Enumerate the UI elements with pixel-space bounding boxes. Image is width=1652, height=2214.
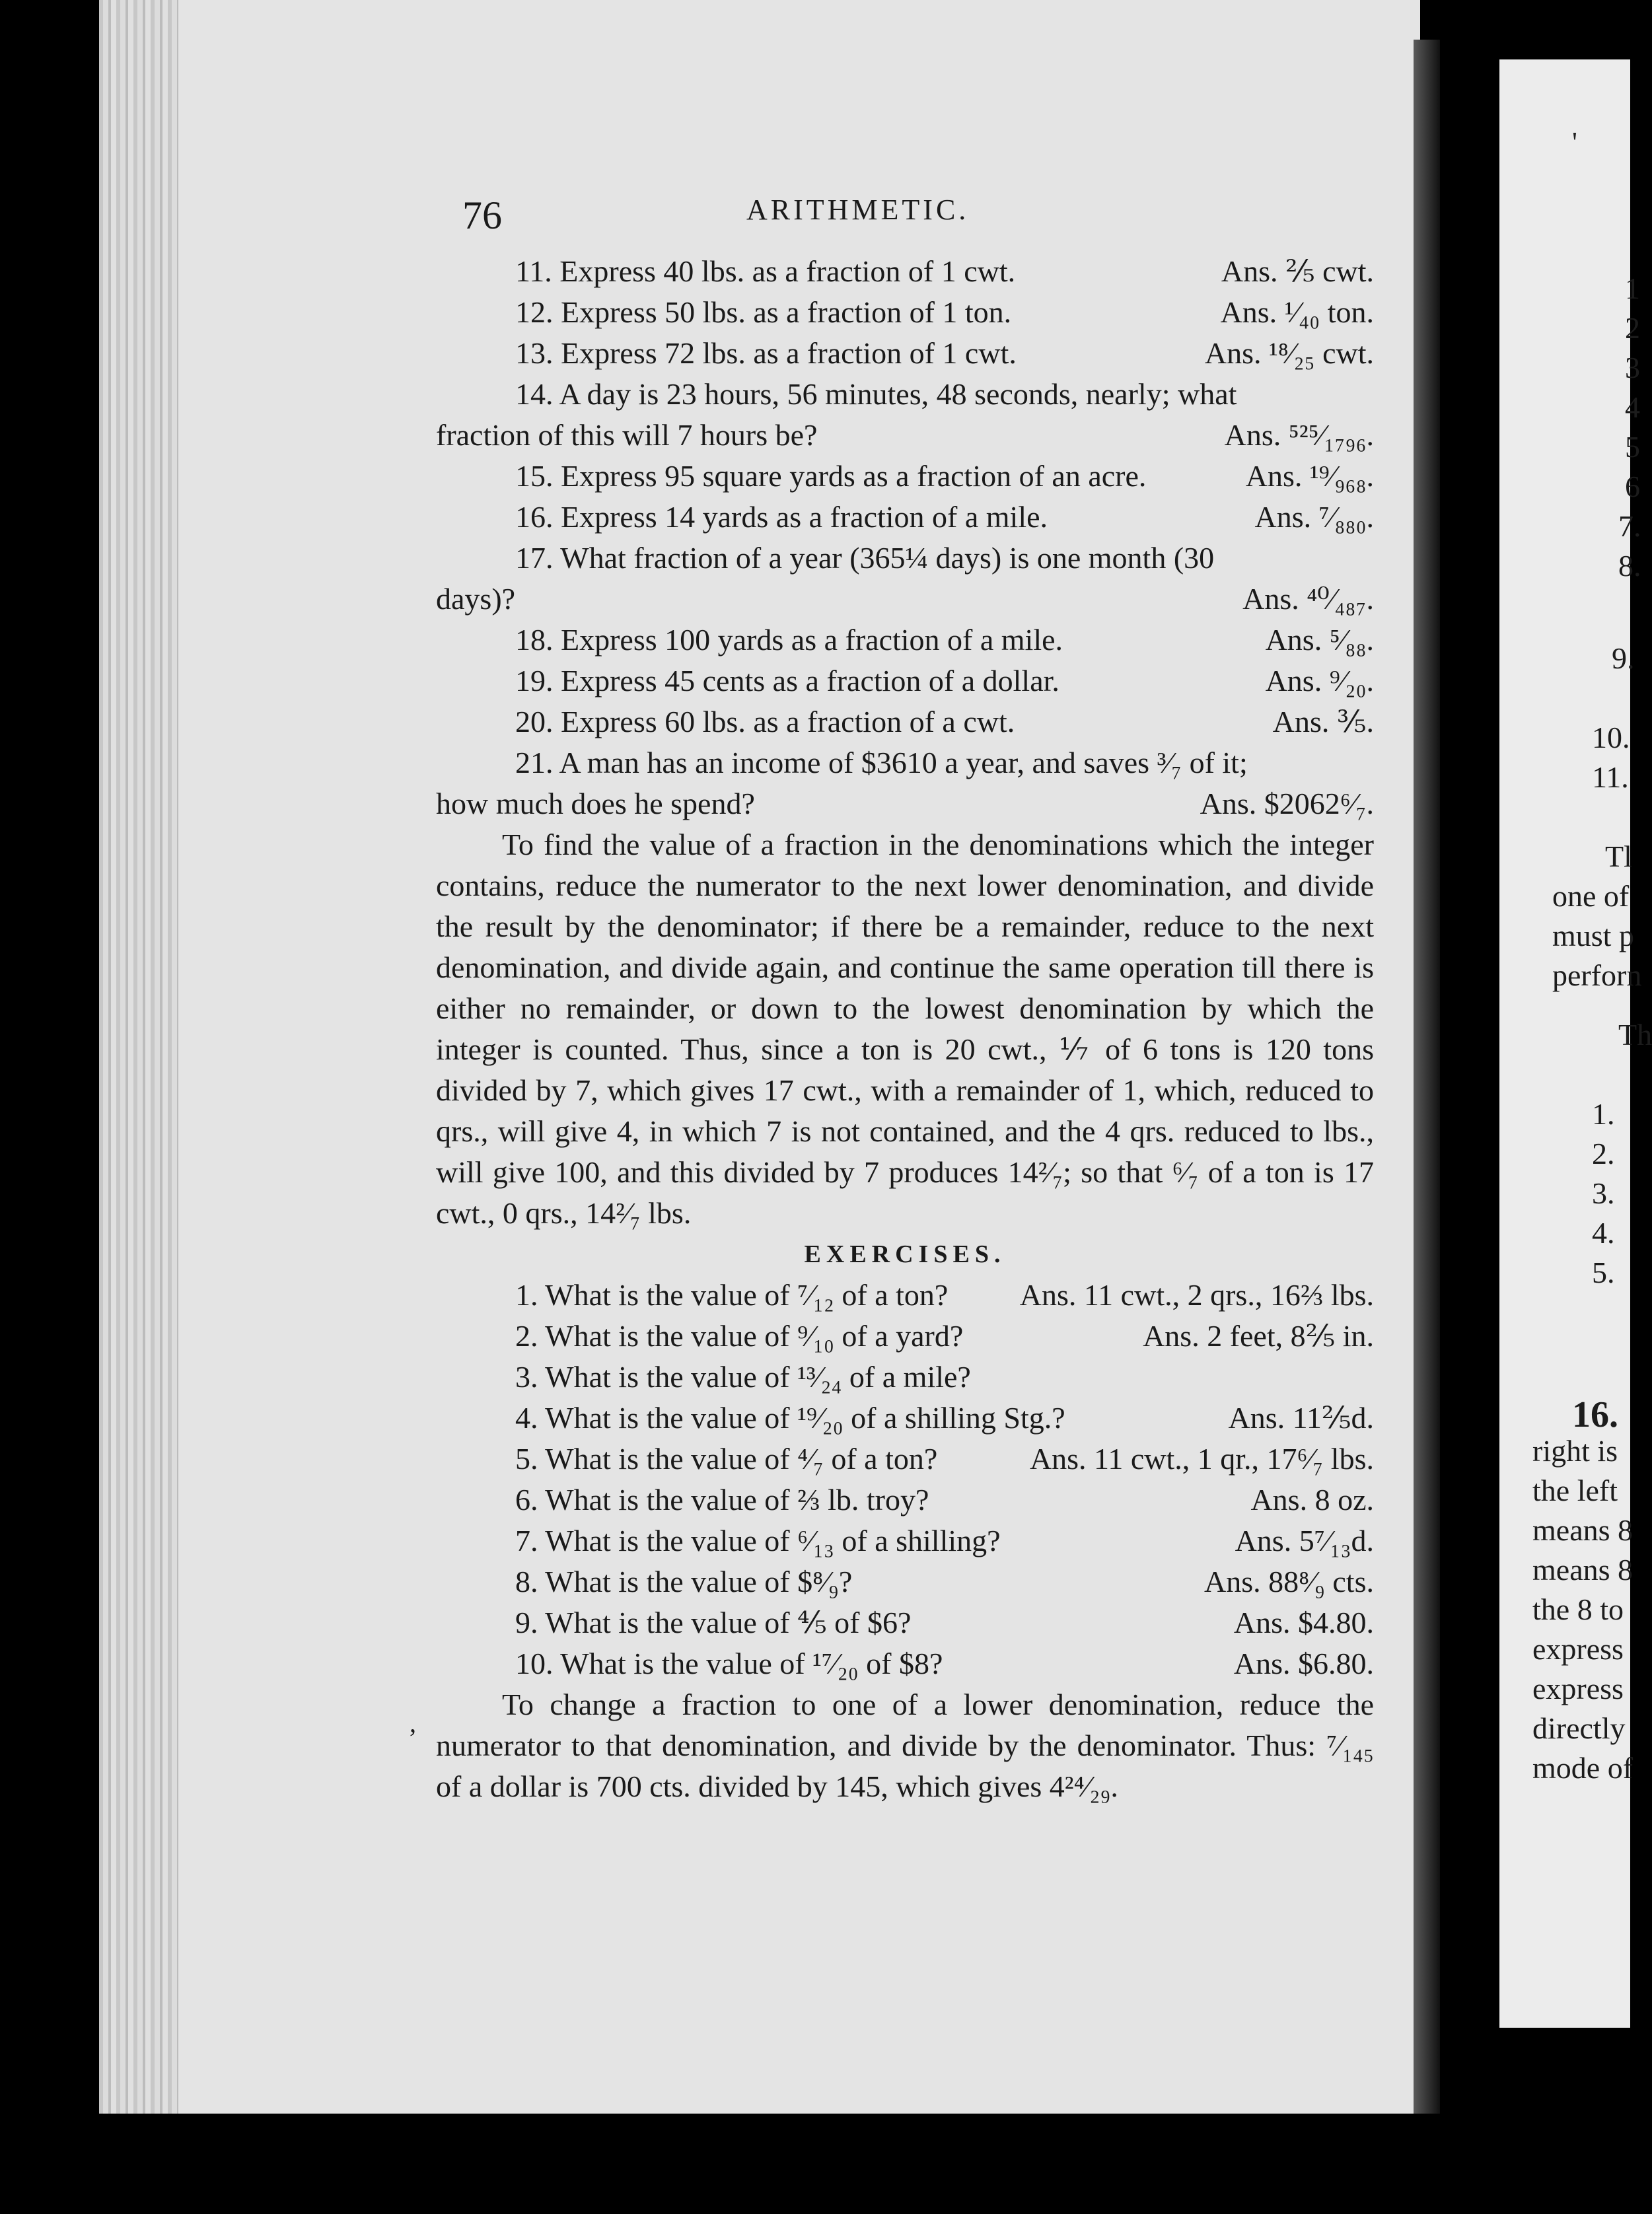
exercise-question: how much does he spend? xyxy=(436,787,755,820)
exercise-answer: Ans. ¹⁹⁄₉₆₈. xyxy=(1245,459,1374,493)
adjacent-page-text: 8. xyxy=(1618,549,1641,583)
exercise-line xyxy=(436,538,1374,579)
running-title: ARITHMETIC. xyxy=(746,194,970,226)
exercise-answer: Ans. $6.80. xyxy=(1233,1647,1374,1680)
adjacent-page-text: must p xyxy=(1552,919,1634,952)
exercise-answer: Ans. ⁷⁄₈₈₀. xyxy=(1254,500,1374,534)
adjacent-page-text: express xyxy=(1532,1672,1624,1705)
exercise-list-a xyxy=(436,251,1374,824)
adjacent-page-text: 3. xyxy=(1592,1176,1615,1210)
adjacent-page-text: perforn xyxy=(1552,958,1642,992)
adjacent-page-text: 10. xyxy=(1592,721,1630,754)
exercise-line xyxy=(436,456,1374,497)
exercise-answer: Ans. 8 oz. xyxy=(1250,1483,1374,1517)
adjacent-page-text: means 8 xyxy=(1532,1513,1634,1547)
adjacent-page-text: 5. xyxy=(1592,1256,1615,1289)
exercise-question: 7. What is the value of ⁶⁄₁₃ of a shilling? xyxy=(515,1524,1001,1557)
exercise-question: 4. What is the value of ¹⁹⁄₂₀ of a shilling Stg.? xyxy=(515,1401,1065,1435)
exercise-question: 19. Express 45 cents as a fraction of a dollar. xyxy=(515,664,1059,697)
exercise-answer: Ans. 11 cwt., 2 qrs., 16⅔ lbs. xyxy=(1019,1278,1374,1312)
exercise-line xyxy=(436,1520,1374,1561)
exercise-answer: Ans. $4.80. xyxy=(1233,1606,1374,1639)
exercise-answer: Ans. ⅖ cwt. xyxy=(1221,254,1374,288)
exercise-answer: Ans. ⁹⁄₂₀. xyxy=(1265,664,1374,697)
paragraph-rule-2: To change a fraction to one of a lower denomination, reduce the numerator to that denomination, and divide by the denominator. Thus: ⁷⁄₁₄₅ of a dollar is 700 cts. divided by 145, which gives 4²⁴⁄₂₉. xyxy=(436,1688,1374,1803)
exercise-line xyxy=(436,1480,1374,1520)
exercise-answer: Ans. ¹⁄₄₀ ton. xyxy=(1220,295,1374,329)
exercise-question: 5. What is the value of ⁴⁄₇ of a ton? xyxy=(515,1442,938,1476)
exercise-answer: Ans. 88⁸⁄₉ cts. xyxy=(1204,1565,1374,1598)
page-number: 76 xyxy=(462,194,502,237)
exercise-question: days)? xyxy=(436,582,516,616)
exercise-answer: Ans. ¹⁸⁄₂₅ cwt. xyxy=(1204,336,1374,370)
exercise-question: 13. Express 72 lbs. as a fraction of 1 cwt. xyxy=(515,336,1017,370)
page-mark: ' xyxy=(1572,126,1577,159)
exercise-question: 8. What is the value of $⁸⁄₉? xyxy=(515,1565,853,1598)
exercise-question: 11. Express 40 lbs. as a fraction of 1 cwt. xyxy=(515,254,1016,288)
exercise-question: 10. What is the value of ¹⁷⁄₂₀ of $8? xyxy=(515,1647,943,1680)
adjacent-page-text: 9. xyxy=(1612,641,1635,675)
exercise-answer: Ans. ⁵⁄₈₈. xyxy=(1265,623,1374,657)
exercise-list-b xyxy=(436,1275,1374,1684)
exercise-answer: Ans. ⅗. xyxy=(1272,705,1374,738)
adjacent-page-text: mode of xyxy=(1532,1751,1634,1785)
exercise-line xyxy=(436,742,1374,783)
exercise-answer: Ans. ⁵²⁵⁄₁₇₉₆. xyxy=(1224,418,1374,452)
exercise-line xyxy=(436,701,1374,742)
adjacent-page-text: 11. xyxy=(1592,760,1629,794)
adjacent-page-text: 1 xyxy=(1625,271,1640,305)
exercise-line xyxy=(436,1561,1374,1602)
exercise-line xyxy=(436,1275,1374,1316)
exercise-question: 6. What is the value of ⅔ lb. troy? xyxy=(515,1483,929,1517)
exercise-line xyxy=(436,783,1374,824)
exercise-line xyxy=(436,1316,1374,1357)
exercise-line xyxy=(436,1643,1374,1684)
exercise-answer: Ans. 5⁷⁄₁₃d. xyxy=(1235,1524,1374,1557)
exercise-answer: Ans. ⁴⁰⁄₄₈₇. xyxy=(1242,582,1374,616)
adjacent-page-text: one of xyxy=(1552,879,1630,913)
page-stack-edge xyxy=(99,0,178,2114)
exercise-question: 18. Express 100 yards as a fraction of a mile. xyxy=(515,623,1063,657)
adjacent-page-text: 3 xyxy=(1625,351,1640,384)
exercise-question: 2. What is the value of ⁹⁄₁₀ of a yard? xyxy=(515,1319,964,1353)
exercise-question: 17. What fraction of a year (365¼ days) is one month (30 xyxy=(515,541,1215,575)
exercise-line xyxy=(436,1357,1374,1398)
exercise-line xyxy=(436,415,1374,456)
exercise-line xyxy=(436,1439,1374,1480)
exercise-question: 20. Express 60 lbs. as a fraction of a cwt. xyxy=(515,705,1015,738)
adjacent-page-text: 4. xyxy=(1592,1216,1615,1250)
adjacent-page-text: Th xyxy=(1618,1018,1652,1052)
adjacent-page-text: the left xyxy=(1532,1474,1618,1507)
paragraph-rule-1: To find the value of a fraction in the denominations which the integer contains, reduce the numerator to the next lower denomination, and divide the result by the denominator; if there be a remainder, reduce to the next denomination, and divide again, and continue the same operation till there is either no remainder, or down to the lowest denomination by which the integer is counted. Thus, since a ton is 20 cwt., ⅐ of 6 tons is 120 tons divided by 7, which gives 17 cwt., with a remainder of 1, which, reduced to qrs., will give 4, in which 7 is not contained, and the 4 qrs. reduced to lbs., will give 100, and this divided by 7 produces 14²⁄₇; so that ⁶⁄₇ of a ton is 17 cwt., 0 qrs., 14²⁄₇ lbs. xyxy=(436,828,1374,1230)
exercise-question: 15. Express 95 square yards as a fraction of an acre. xyxy=(515,459,1147,493)
exercise-line xyxy=(436,497,1374,538)
margin-mark: , xyxy=(410,1708,416,1738)
exercise-line xyxy=(436,1602,1374,1643)
adjacent-page-fragment xyxy=(1499,59,1652,2028)
adjacent-page-text: 1. xyxy=(1592,1097,1615,1131)
exercises-heading: EXERCISES. xyxy=(804,1240,1006,1268)
exercise-line xyxy=(436,251,1374,292)
exercise-answer: Ans. 2 feet, 8⅖ in. xyxy=(1143,1319,1374,1353)
adjacent-page-text: 16. xyxy=(1572,1394,1618,1435)
exercise-question: 16. Express 14 yards as a fraction of a mile. xyxy=(515,500,1048,534)
adjacent-page-text: directly xyxy=(1532,1711,1626,1745)
exercise-line xyxy=(436,1398,1374,1439)
exercise-question: 1. What is the value of ⁷⁄₁₂ of a ton? xyxy=(515,1278,949,1312)
adjacent-page-text: Tl xyxy=(1605,839,1632,873)
page-content xyxy=(436,251,1374,1807)
exercise-answer: Ans. 11 cwt., 1 qr., 17⁶⁄₇ lbs. xyxy=(1029,1442,1374,1476)
adjacent-page-text: 5 xyxy=(1625,430,1640,464)
exercise-answer: Ans. 11⅖d. xyxy=(1228,1401,1374,1435)
adjacent-page-text: the 8 to xyxy=(1532,1592,1624,1626)
adjacent-page-text: 4 xyxy=(1625,390,1640,424)
exercise-answer: Ans. $2062⁶⁄₇. xyxy=(1200,787,1374,820)
exercise-question: 3. What is the value of ¹³⁄₂₄ of a mile? xyxy=(515,1360,971,1394)
book-gutter-shadow xyxy=(1414,40,1440,2114)
exercise-question: 9. What is the value of ⅘ of $6? xyxy=(515,1606,912,1639)
exercise-line xyxy=(436,661,1374,701)
adjacent-page-text: right is xyxy=(1532,1434,1618,1468)
exercise-question: fraction of this will 7 hours be? xyxy=(436,418,818,452)
adjacent-page-text: 6 xyxy=(1625,470,1640,503)
exercise-question: 21. A man has an income of $3610 a year, and saves ³⁄₇ of it; xyxy=(515,746,1248,779)
exercise-line xyxy=(436,333,1374,374)
exercise-question: 12. Express 50 lbs. as a fraction of 1 ton. xyxy=(515,295,1012,329)
exercise-line xyxy=(436,579,1374,620)
exercise-line xyxy=(436,620,1374,661)
exercise-line xyxy=(436,374,1374,415)
adjacent-page-text: 2 xyxy=(1625,311,1640,345)
exercise-question: 14. A day is 23 hours, 56 minutes, 48 seconds, nearly; what xyxy=(515,377,1237,411)
adjacent-page-text: express xyxy=(1532,1632,1624,1666)
adjacent-page-text: 2. xyxy=(1592,1137,1615,1170)
adjacent-page-text: 7. xyxy=(1618,509,1641,543)
adjacent-page-text: means 8 xyxy=(1532,1553,1634,1587)
exercise-line xyxy=(436,292,1374,333)
